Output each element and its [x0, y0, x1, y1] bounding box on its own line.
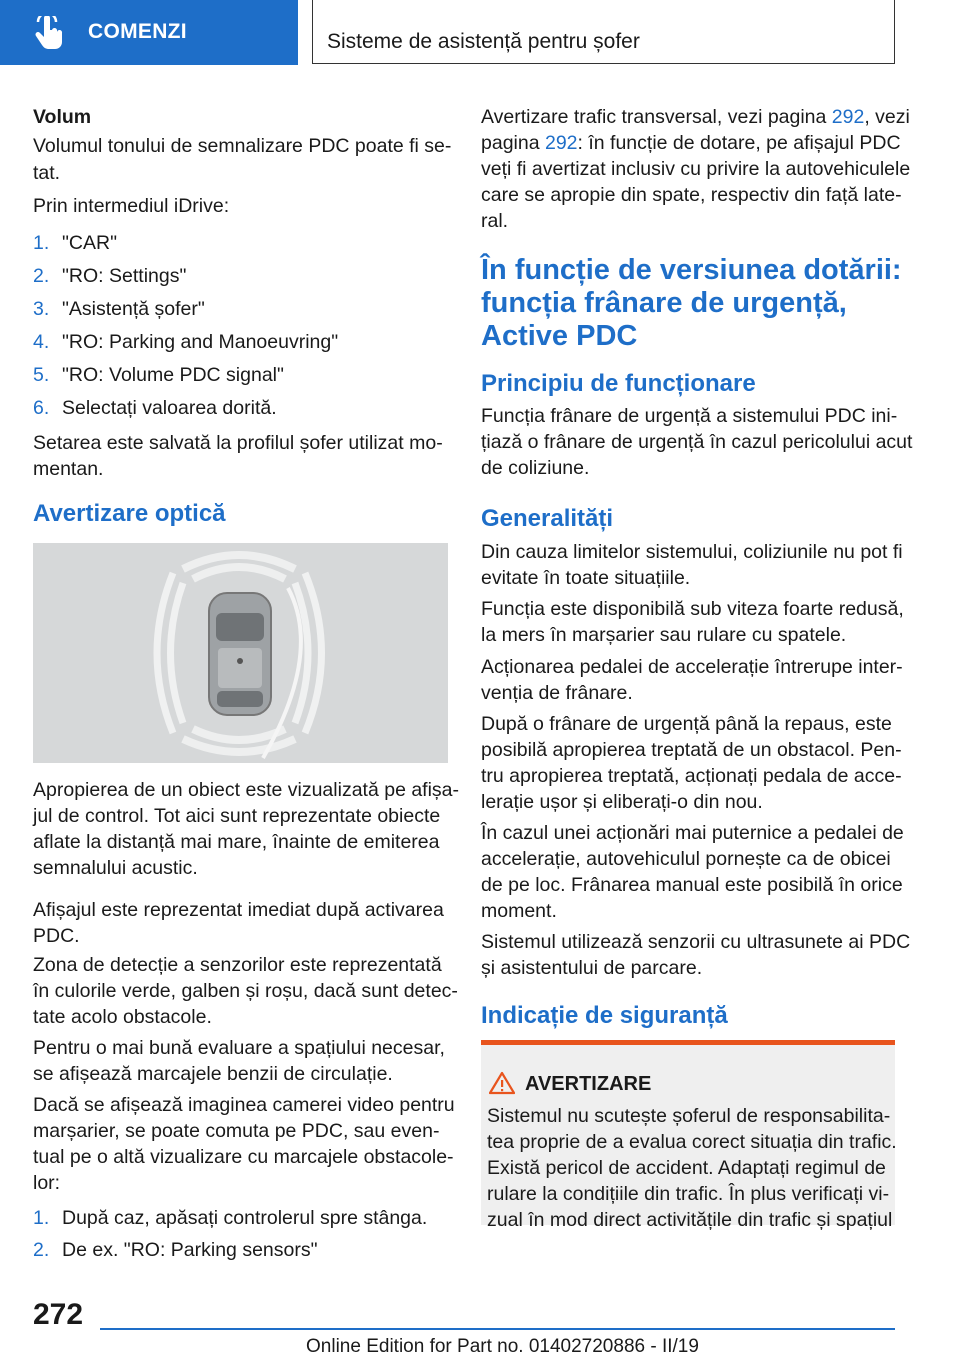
volum-text-line: Volumul tonului de semnalizare PDC poate fi se-	[33, 135, 452, 157]
zona-line: în culorile verde, galben și roșu, dacă sunt detec-	[33, 980, 458, 1002]
warning-line: Există pericol de accident. Adaptați regimul de	[487, 1157, 886, 1179]
pdc-car-illustration	[33, 543, 448, 763]
section-heading-line: În funcție de versiunea dotării:	[481, 254, 902, 286]
step-text: "Asistență șofer"	[62, 298, 205, 320]
step-number: 6.	[33, 397, 50, 419]
optic-heading: Avertizare optică	[33, 500, 226, 527]
step-number: 1.	[33, 232, 50, 254]
trafic-line	[481, 104, 910, 130]
generalitati-line: Din cauza limitelor sistemului, coliziunile nu pot fi	[481, 541, 903, 563]
step-text: După caz, apăsați controlerul spre stânga.	[62, 1207, 428, 1229]
page-link[interactable]: 292	[544, 132, 578, 154]
warning-triangle-icon	[489, 1071, 515, 1095]
step-number: 5.	[33, 364, 50, 386]
step-text: De ex. "RO: Parking sensors"	[62, 1239, 318, 1261]
step-text: "RO: Volume PDC signal"	[62, 364, 284, 386]
warning-line: tea proprie de a evalua corect situația din trafic.	[487, 1131, 897, 1153]
daca-line: Dacă se afișează imaginea camerei video pentru	[33, 1094, 455, 1116]
generalitati-line: Funcția este disponibilă sub viteza foarte redusă,	[481, 598, 904, 620]
generalitati-heading: Generalități	[481, 505, 614, 532]
trafic-text: : în funcție de dotare, pe afișajul PDC	[577, 132, 901, 154]
trafic-line: ral.	[481, 210, 509, 232]
generalitati-line: lerație ușor și eliberați-o din nou.	[481, 791, 763, 813]
section-tab[interactable]	[0, 0, 298, 65]
generalitati-line: venția de frânare.	[481, 682, 633, 704]
step-text: "RO: Parking and Manoeuvring"	[62, 331, 339, 353]
afisajul-line: Afișajul este reprezentat imediat după activarea	[33, 899, 444, 921]
generalitati-line: moment.	[481, 900, 557, 922]
zona-line: Zona de detecție a senzorilor este reprezentată	[33, 954, 442, 976]
trafic-text: Avertizare trafic transversal, vezi pagina	[481, 106, 832, 128]
section-heading-line: funcția frânare de urgență,	[481, 287, 847, 319]
daca-line: marșarier, se poate comuta pe PDC, sau even-	[33, 1120, 440, 1142]
trafic-line: care se apropie din spate, respectiv din față late-	[481, 184, 902, 206]
principiu-heading: Principiu de funcționare	[481, 370, 756, 397]
generalitati-line: accelerație, autovehiculul pornește ca de obicei	[481, 848, 891, 870]
warning-title: AVERTIZARE	[525, 1073, 652, 1095]
pentru-line: se afișează marcajele benzii de circulație.	[33, 1063, 393, 1085]
trafic-line	[481, 130, 901, 156]
generalitati-line: la mers în marșarier sau rulare cu spatele.	[481, 624, 847, 646]
step-number: 2.	[33, 1239, 50, 1261]
section-heading-line: Active PDC	[481, 320, 638, 352]
chapter-title: Sisteme de asistență pentru șofer	[327, 30, 640, 53]
apropiere-line: semnalului acustic.	[33, 857, 198, 879]
daca-line: tual pe o altă vizualizare cu marcajele obstacole-	[33, 1146, 454, 1168]
generalitati-line: de pe loc. Frânarea manual este posibilă în orice	[481, 874, 903, 896]
volum-heading: Volum	[33, 106, 92, 128]
afisajul-line: PDC.	[33, 925, 80, 947]
footer-edition: Online Edition for Part no. 01402720886 - II/19	[306, 1336, 699, 1357]
principiu-line: de coliziune.	[481, 457, 590, 479]
generalitati-line: Acționarea pedalei de accelerație întrerupe inter-	[481, 656, 903, 678]
step-number: 4.	[33, 331, 50, 353]
generalitati-line: Sistemul utilizează senzorii cu ultrasunete ai PDC	[481, 931, 911, 953]
trafic-text: pagina	[481, 132, 545, 154]
warning-line: rulare la condițiile din trafic. În plus verificați vi-	[487, 1183, 890, 1205]
principiu-line: țiază o frânare de urgență în cazul pericolului acut	[481, 431, 913, 453]
apropiere-line: aflate la distanță mai mare, înainte de emiterea	[33, 831, 440, 853]
saved-text-line: mentan.	[33, 458, 104, 480]
trafic-line: veți fi avertizat inclusiv cu privire la autovehiculele	[481, 158, 911, 180]
pdc-display-image	[33, 543, 448, 763]
warning-line: zual în mod direct activitățile din trafic și spațiul	[487, 1209, 893, 1231]
zona-line: tate acolo obstacole.	[33, 1006, 212, 1028]
trafic-text: , vezi	[864, 106, 910, 128]
footer-divider	[100, 1328, 895, 1330]
apropiere-line: Apropierea de un obiect este vizualizată pe afișa-	[33, 779, 460, 801]
principiu-line: Funcția frânare de urgență a sistemului PDC ini-	[481, 405, 898, 427]
hand-pointer-icon	[34, 16, 66, 50]
saved-text-line: Setarea este salvată la profilul șofer utilizat mo-	[33, 432, 443, 454]
generalitati-line: După o frânare de urgență până la repaus, este	[481, 713, 892, 735]
generalitati-line: evitate în toate situațiile.	[481, 567, 691, 589]
step-number: 3.	[33, 298, 50, 320]
generalitati-line: și asistentului de parcare.	[481, 957, 703, 979]
step-text: "CAR"	[62, 232, 118, 254]
step-text: Selectați valoarea dorită.	[62, 397, 277, 419]
step-text: "RO: Settings"	[62, 265, 187, 287]
step-number: 2.	[33, 265, 50, 287]
warning-line: Sistemul nu scutește șoferul de responsabilita-	[487, 1105, 891, 1127]
step-number: 1.	[33, 1207, 50, 1229]
pentru-line: Pentru o mai bună evaluare a spațiului necesar,	[33, 1037, 445, 1059]
section-title: COMENZI	[88, 20, 187, 43]
page-number: 272	[33, 1298, 84, 1331]
chapter-header	[312, 0, 895, 64]
volum-text-line: tat.	[33, 162, 61, 184]
generalitati-line: tru apropierea treptată, acționați pedala de acce-	[481, 765, 902, 787]
page-link[interactable]: 292	[831, 106, 865, 128]
apropiere-line: jul de control. Tot aici sunt reprezentate obiecte	[33, 805, 441, 827]
warning-box	[481, 1040, 897, 1231]
idrive-intro: Prin intermediul iDrive:	[33, 195, 230, 217]
generalitati-line: În cazul unei acționări mai puternice a pedalei de	[481, 822, 904, 844]
daca-line: lor:	[33, 1172, 61, 1194]
siguranta-heading: Indicație de siguranță	[481, 1002, 728, 1029]
generalitati-line: posibilă apropierea treptată de un obstacol. Pen-	[481, 739, 902, 761]
